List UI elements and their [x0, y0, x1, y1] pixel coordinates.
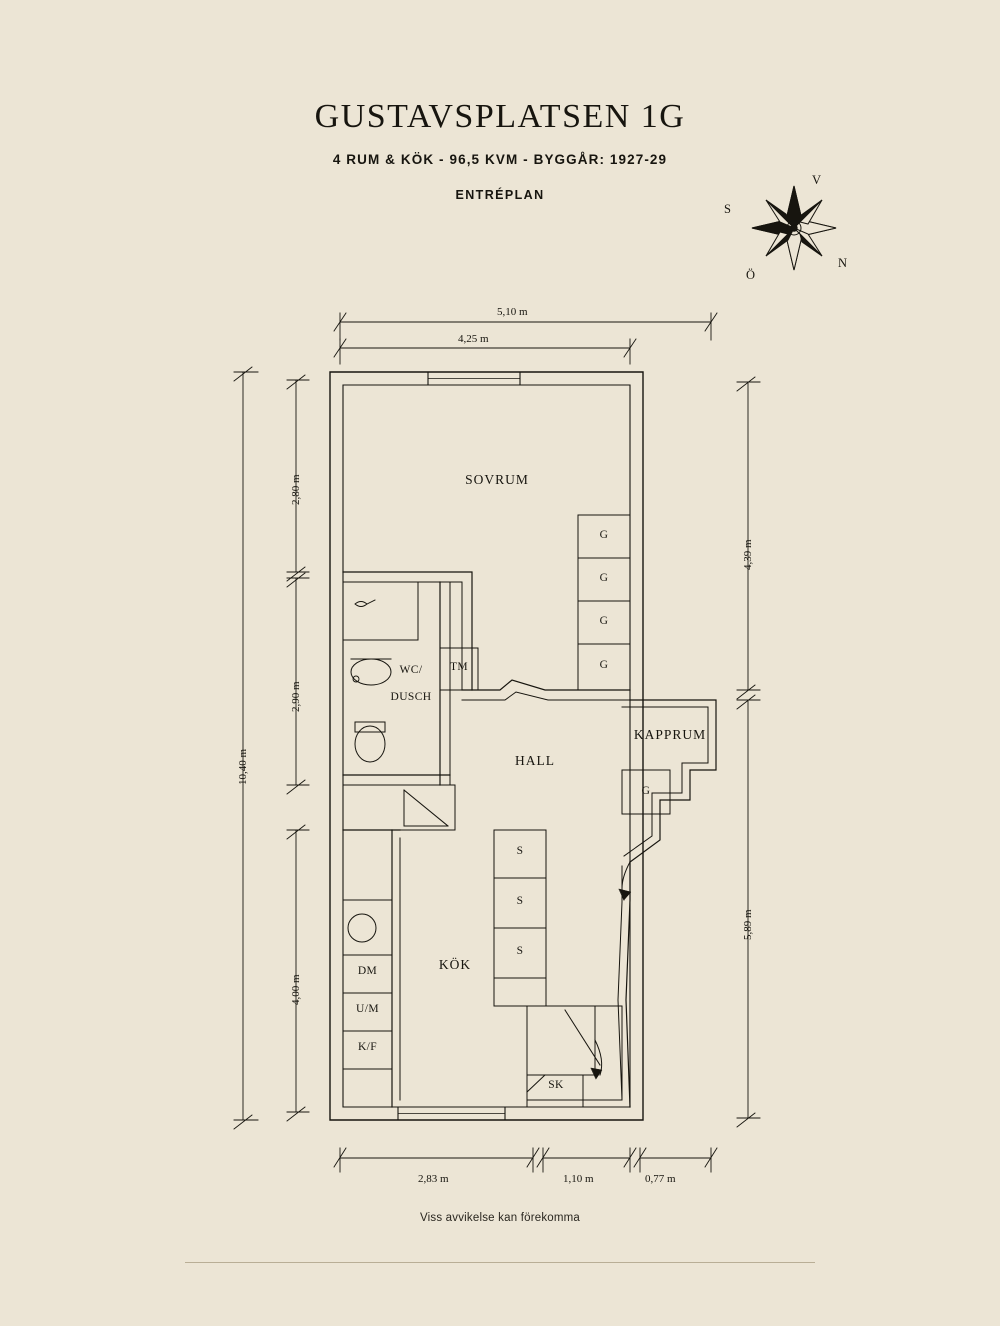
fixture-label-diskmaskin: DM: [357, 965, 378, 977]
fixture-label-skafferi-2: S: [516, 895, 524, 907]
dimension-left-10-40: 10,40 m: [237, 748, 249, 785]
fixture-label-tvattmaskin: TM: [449, 661, 469, 673]
compass-label-v: V: [812, 173, 822, 187]
disclaimer-note: Viss avvikelse kan förekomma: [419, 1212, 581, 1224]
dimension-bottom-0-77: 0,77 m: [645, 1173, 676, 1185]
dimension-top-5-10: 5,10 m: [497, 306, 528, 318]
footer-divider: [185, 1262, 815, 1263]
fixture-label-closet-1: G: [599, 529, 609, 541]
property-summary: 4 RUM & KÖK - 96,5 KVM - BYGGÅR: 1927-29: [332, 152, 668, 167]
dimension-top-4-25: 4,25 m: [458, 333, 489, 345]
floor-label: ENTRÉPLAN: [455, 188, 545, 202]
room-label-kok: KÖK: [438, 957, 472, 972]
dimension-right-5-89: 5,89 m: [742, 909, 754, 940]
fixture-label-skank: SK: [548, 1079, 564, 1091]
fixture-label-closet-2: G: [599, 572, 609, 584]
dimension-bottom-1-10: 1,10 m: [563, 1173, 594, 1185]
room-label-sovrum: SOVRUM: [465, 472, 529, 487]
fixture-label-closet-3: G: [599, 615, 609, 627]
dimension-right-4-39: 4,39 m: [742, 539, 754, 570]
dimension-left-2-90: 2,90 m: [290, 681, 302, 712]
fixture-label-closet-4: G: [599, 659, 609, 671]
fixture-label-ugn-mikro: U/M: [356, 1003, 379, 1015]
compass-label-o: Ö: [746, 268, 756, 282]
fixture-label-skafferi-1: S: [516, 845, 524, 857]
fixture-label-kyl-frys: K/F: [357, 1041, 378, 1053]
compass-label-s: S: [724, 202, 731, 216]
fixture-label-closet-hall: G: [641, 785, 651, 797]
room-label-wc-line2: DUSCH: [390, 691, 432, 703]
compass-rose: [724, 168, 864, 288]
dimension-bottom-2-83: 2,83 m: [418, 1173, 449, 1185]
fixture-label-skafferi-3: S: [516, 945, 524, 957]
room-label-kapprum: KAPPRUM: [633, 727, 707, 742]
dimension-left-4-00: 4,00 m: [290, 974, 302, 1005]
compass-label-n: N: [838, 256, 848, 270]
room-label-wc-line1: WC/: [399, 664, 423, 676]
page-title: GUSTAVSPLATSEN 1G: [314, 98, 686, 135]
dimension-left-2-80: 2,80 m: [290, 474, 302, 505]
room-label-hall: HALL: [515, 753, 555, 768]
